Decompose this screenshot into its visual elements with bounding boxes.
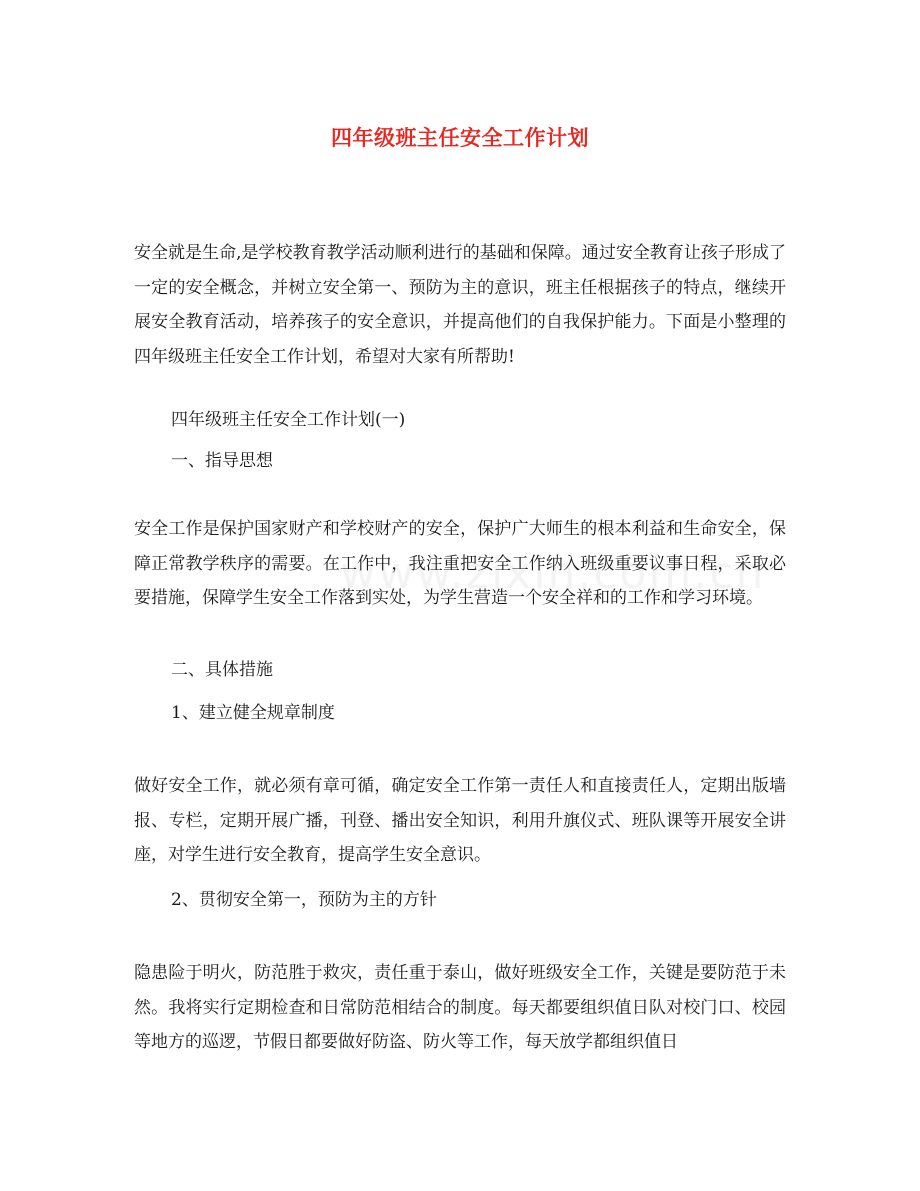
- document-title: 四年级班主任安全工作计划: [331, 125, 589, 150]
- section2-heading: 二、具体措施: [171, 660, 273, 680]
- item1-heading: 1、建立健全规章制度: [171, 703, 335, 723]
- item2-body: 隐患险于明火，防范胜于救灾，责任重于泰山，做好班级安全工作，关键是要防范于未然。我将实行定期检查和日常防范相结合的制度。每天都要组织值日队对校门口、校园等地方的巡逻，节假日都要做好防盗、防火等工作，每天放学都组织值日: [134, 963, 786, 1052]
- plan-heading: 四年级班主任安全工作计划(一): [171, 410, 406, 430]
- watermark: [340, 548, 765, 599]
- intro-paragraph: 安全就是生命,是学校教育教学活动顺利进行的基础和保障。通过安全教育让孩子形成了一定的安全概念，并树立安全第一、预防为主的意识，班主任根据孩子的特点，继续开展安全教育活动，培养孩子的安全意识，并提高他们的自我保护能力。下面是小整理的四年级班主任安全工作计划，希望对大家有所帮助!: [134, 243, 786, 367]
- section1-heading: 一、指导思想: [171, 451, 273, 471]
- item1-body: 做好安全工作，就必须有章可循，确定安全工作第一责任人和直接责任人，定期出版墙报、专栏，定期开展广播，刊登、播出安全知识，利用升旗仪式、班队课等开展安全讲座，对学生进行安全教育，提高学生安全意识。: [134, 776, 786, 865]
- section1-body: 安全工作是保护国家财产和学校财产的安全，保护广大师生的根本利益和生命安全，保障正常教学秩序的需要。在工作中，我注重把安全工作纳入班级重要议事日程，采取必要措施，保障学生安全工作落到实处，为学生营造一个安全祥和的工作和学习环境。: [134, 519, 786, 608]
- item2-heading: 2、贯彻安全第一，预防为主的方针: [171, 890, 437, 910]
